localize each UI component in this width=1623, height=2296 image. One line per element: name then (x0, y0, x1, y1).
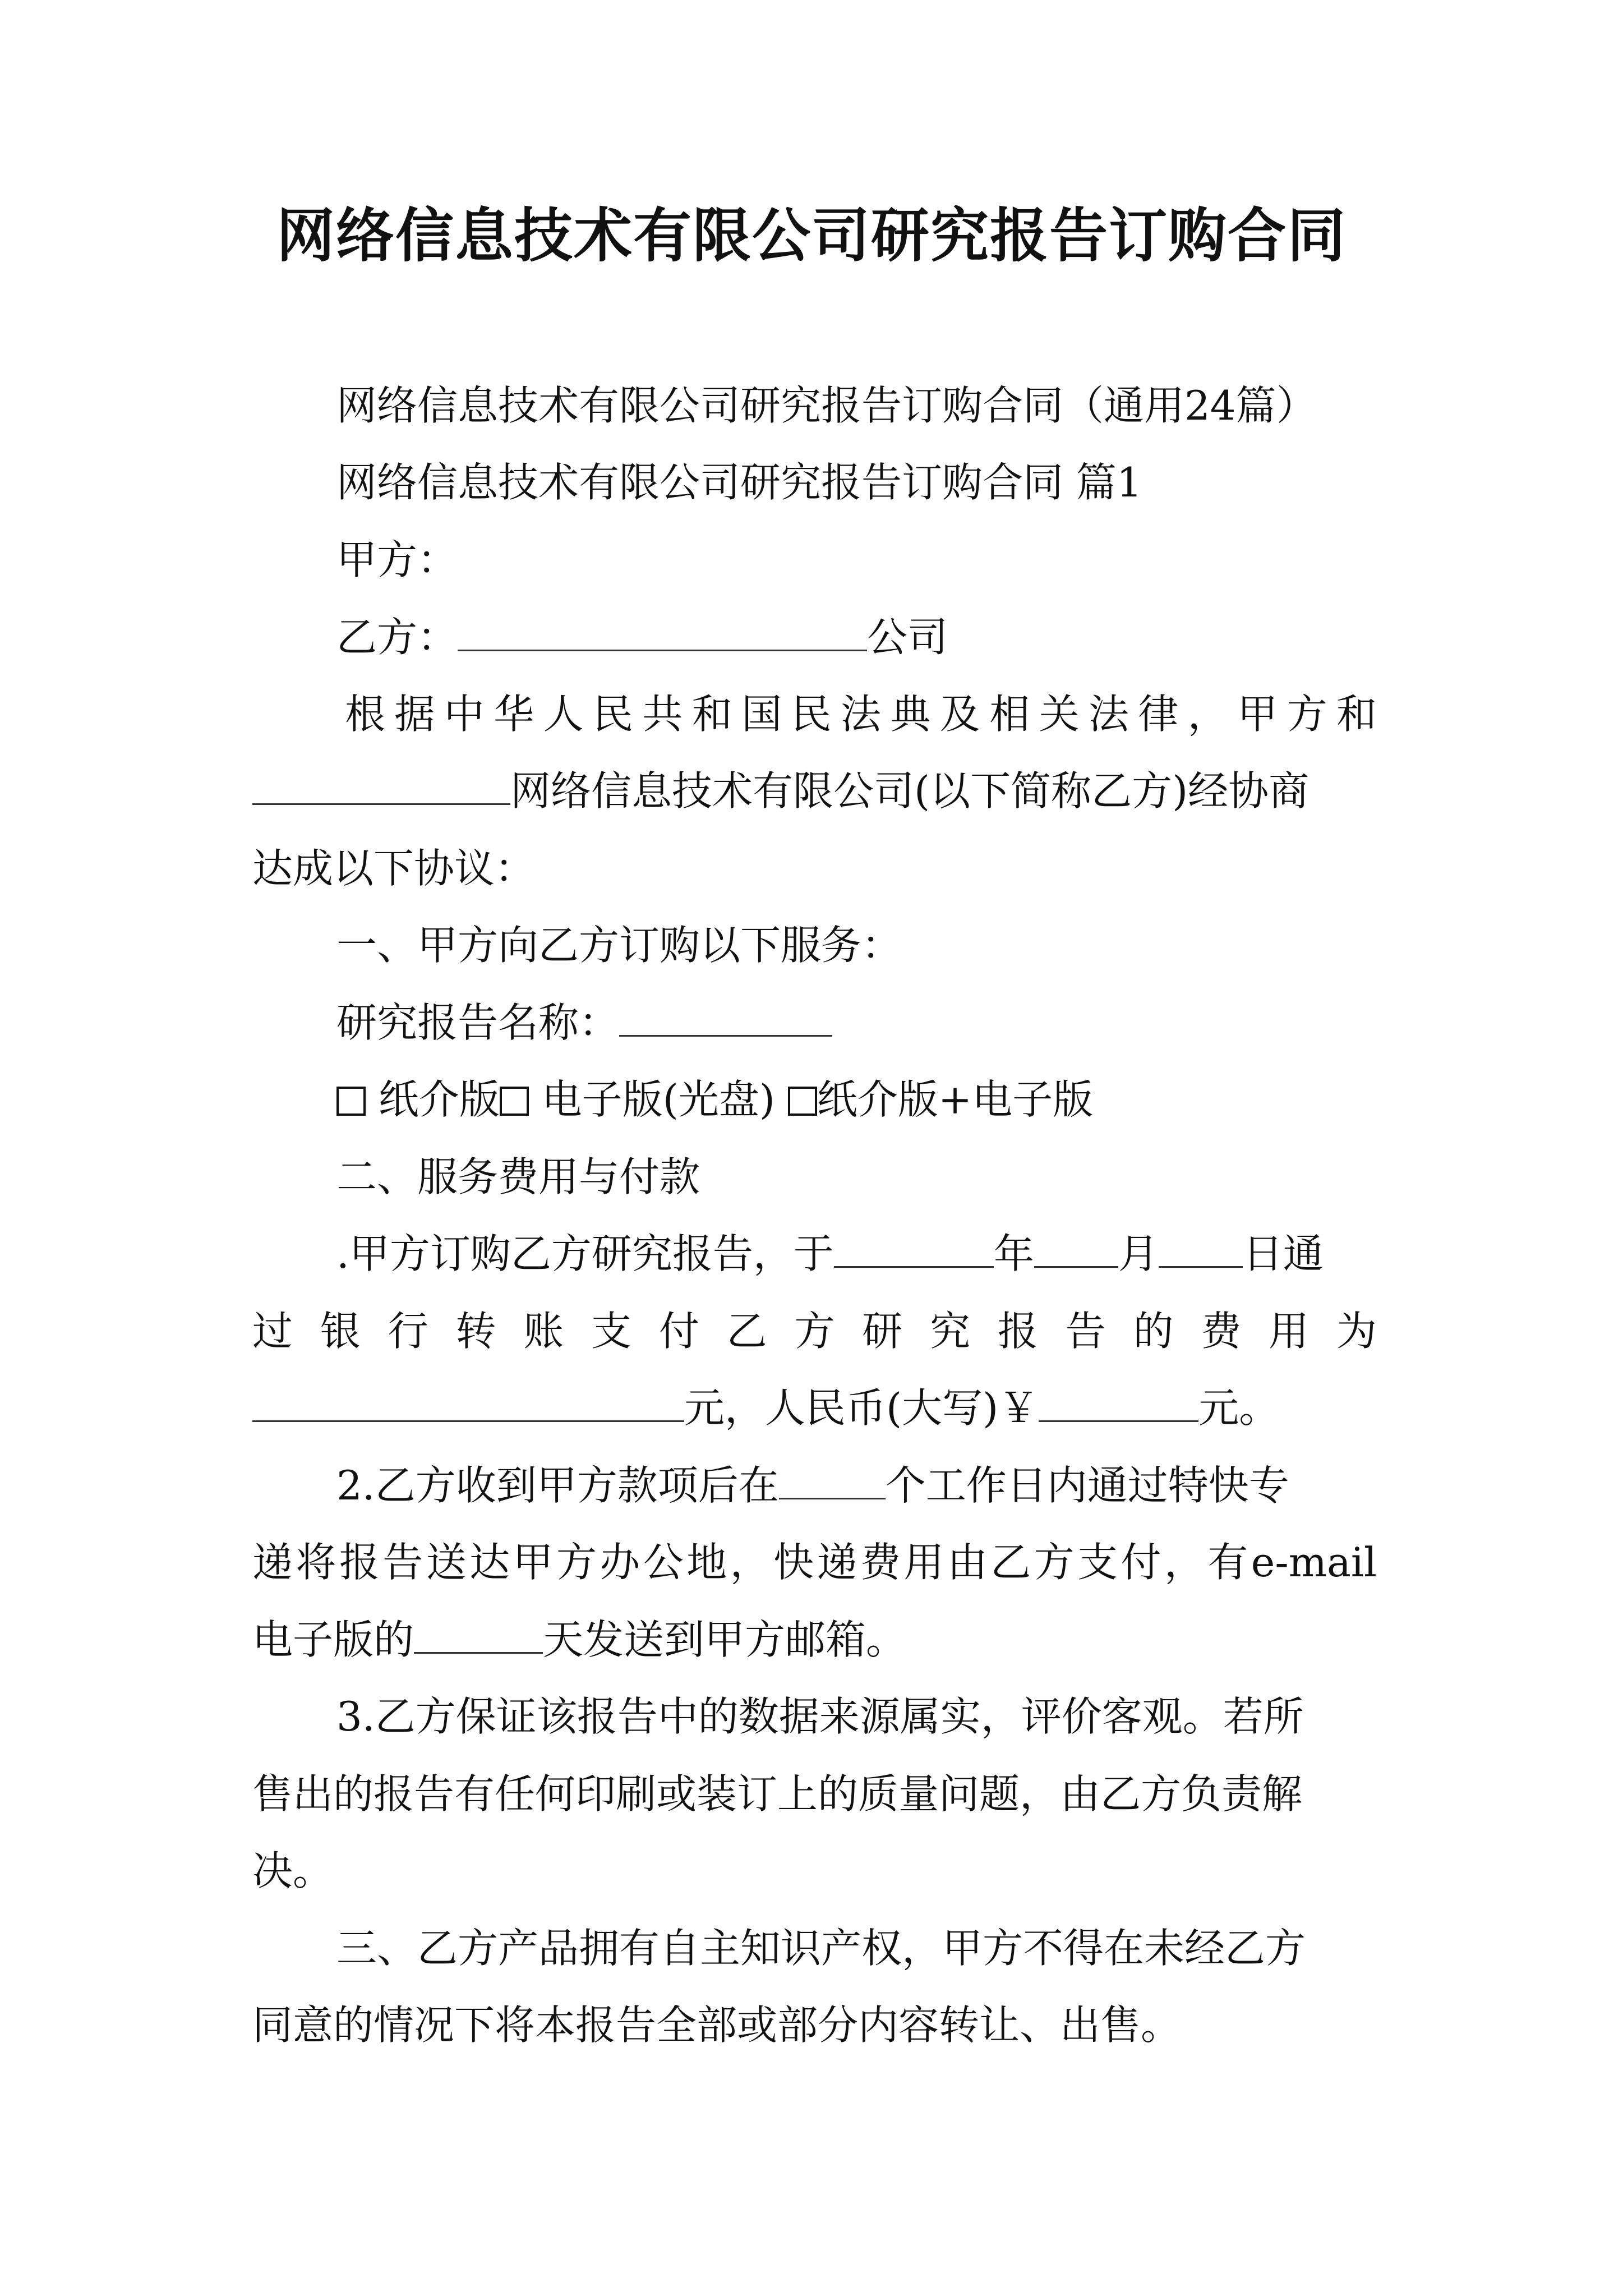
delivery-line-2: 递将报告送达甲方办公地，快递费用由乙方支付，有e-mail (252, 1539, 1377, 1586)
amount-end: 元。 (1198, 1384, 1280, 1432)
delivery-line-1 (336, 1458, 1289, 1512)
report-name-blank (619, 1001, 832, 1037)
payment-prefix: .甲方订购乙方研究报告，于 (336, 1230, 834, 1277)
option-electronic-label: 电子版(光盘) (541, 1076, 775, 1123)
month-blank (1034, 1232, 1118, 1268)
checkbox-both[interactable] (788, 1087, 817, 1116)
year-label: 年 (993, 1230, 1034, 1277)
day-blank (1159, 1232, 1243, 1268)
section-heading: 网络信息技术有限公司研究报告订购合同 篇1 (336, 459, 1142, 506)
document-subtitle: 网络信息技术有限公司研究报告订购合同（通用24篇） (336, 382, 1317, 429)
document-title: 网络信息技术有限公司研究报告订购合同 (276, 201, 1347, 270)
intro-line-2-text: 网络信息技术有限公司(以下简称乙方)经协商 (510, 767, 1310, 815)
delivery-line-3-suffix: 天发送到甲方邮箱。 (543, 1616, 907, 1663)
amount-words-blank (1039, 1387, 1198, 1422)
edition-options (336, 1073, 1093, 1126)
quality-line-3: 决。 (252, 1847, 334, 1894)
delivery-prefix: 2.乙方收到甲方款项后在 (336, 1462, 779, 1509)
payment-line-2: 过银行转账支付乙方研究报告的费用为 (252, 1308, 1377, 1355)
month-label: 月 (1118, 1230, 1159, 1277)
intro-line-3: 达成以下协议： (252, 845, 536, 892)
amount-blank (252, 1387, 684, 1422)
quality-line-1: 3.乙方保证该报告中的数据来源属实，评价客观。若所 (336, 1693, 1304, 1740)
payment-line-3 (252, 1381, 1279, 1435)
intro-line-1: 根据中华人民共和国民法典及相关法律，甲方和 (345, 691, 1377, 738)
report-name-line (336, 996, 832, 1050)
ip-line-1: 三、乙方产品拥有自主知识产权，甲方不得在未经乙方 (336, 1925, 1306, 1972)
report-name-label: 研究报告名称： (336, 999, 620, 1046)
clause-2-heading: 二、服务费用与付款 (336, 1153, 700, 1200)
checkbox-paper[interactable] (336, 1087, 366, 1116)
option-both-label: 纸介版+电子版 (817, 1076, 1094, 1123)
party-a-label: 甲方： (336, 536, 458, 583)
clause-1-heading: 一、甲方向乙方订购以下服务： (336, 922, 902, 969)
party-b-label: 乙方： (336, 614, 458, 661)
party-b-blank (458, 616, 867, 651)
email-days-blank (414, 1618, 543, 1654)
intro-line-2 (252, 764, 1309, 818)
ip-line-2: 同意的情况下将本报告全部或部分内容转让、出售。 (252, 2001, 1182, 2049)
option-paper-label: 纸介版 (378, 1076, 500, 1123)
amount-text: 元，人民币(大写)￥ (684, 1384, 1039, 1432)
party-b-suffix: 公司 (867, 614, 948, 661)
checkbox-electronic[interactable] (500, 1087, 529, 1116)
delivery-line-3 (252, 1613, 906, 1667)
quality-line-2: 售出的报告有任何印刷或装订上的质量问题，由乙方负责解 (252, 1770, 1303, 1818)
party-b-line (336, 610, 948, 664)
day-label: 日通 (1242, 1230, 1324, 1277)
delivery-line-3-prefix: 电子版的 (252, 1616, 414, 1663)
year-blank (834, 1232, 994, 1268)
workdays-blank (779, 1464, 886, 1499)
delivery-suffix: 个工作日内通过特快专 (885, 1462, 1289, 1509)
company-name-blank (252, 770, 510, 805)
payment-line-1 (336, 1227, 1324, 1281)
